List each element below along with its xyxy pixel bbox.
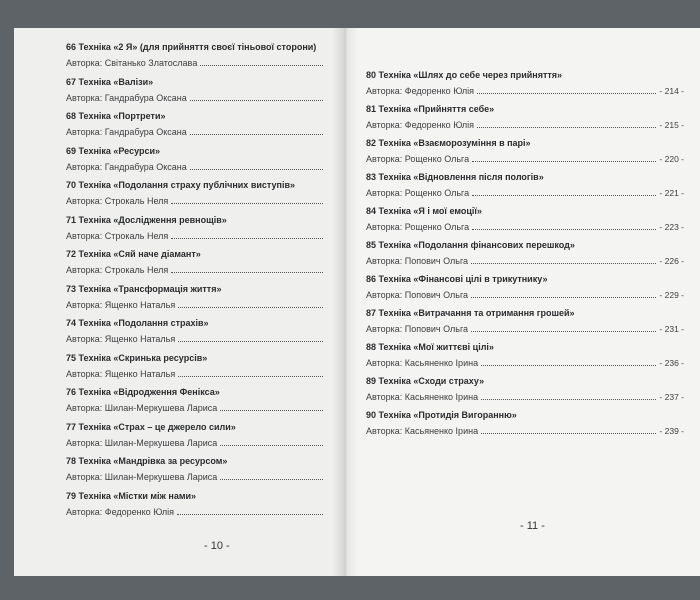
toc-entry xyxy=(66,456,326,483)
toc-entry-title: 67 Техніка «Валізи» xyxy=(66,76,154,87)
toc-entry-page: - 215 - xyxy=(659,120,684,130)
toc-entry xyxy=(66,215,326,242)
toc-entry-title: 85 Техніка «Подолання фінансових перешкод» xyxy=(366,240,575,250)
toc-entry-author: Авторка: Строкаль Неля xyxy=(66,230,169,241)
toc-entry-author: Авторка: Рощенко Ольга xyxy=(366,188,470,198)
dot-leader xyxy=(178,334,323,342)
dot-leader xyxy=(171,196,323,204)
toc-entry-page: - 231 - xyxy=(659,324,684,334)
toc-entry-author: Авторка: Гандрабура Оксана xyxy=(66,161,187,172)
dot-leader xyxy=(220,403,323,411)
dot-leader xyxy=(481,392,656,400)
toc-entry-author-row xyxy=(366,358,684,369)
toc-entry-title: 88 Техніка «Мої життєві цілі» xyxy=(366,342,494,352)
toc-entry-author-row xyxy=(66,438,326,449)
toc-entry-author-row xyxy=(366,120,684,131)
toc-entry-author: Авторка: Попович Ольга xyxy=(366,256,469,266)
toc-entry xyxy=(366,376,684,403)
toc-entry-author-row xyxy=(66,162,326,173)
toc-entry xyxy=(66,249,326,276)
toc-entry xyxy=(66,42,326,69)
left-page-number: - 10 - xyxy=(204,540,230,552)
dot-leader xyxy=(471,290,656,298)
toc-entry-title: 68 Техніка «Портрети» xyxy=(66,111,166,121)
toc-entry-title: 74 Техніка «Подолання страхів» xyxy=(66,318,209,328)
toc-entry xyxy=(66,284,326,311)
toc-entry-author: Авторка: Строкаль Неля xyxy=(66,265,169,275)
toc-entry-page: - 214 - xyxy=(659,86,684,96)
toc-entry-title: 90 Техніка «Протидія Вигоранню» xyxy=(366,410,517,420)
toc-entry-title: 70 Техніка «Подолання страху публічних виступів» xyxy=(66,180,295,190)
dot-leader xyxy=(220,438,323,446)
toc-entry xyxy=(366,138,684,165)
toc-entry-author-row xyxy=(366,86,684,97)
toc-entry-author-row xyxy=(66,472,326,483)
toc-entry xyxy=(66,491,326,518)
toc-entry xyxy=(366,104,684,131)
toc-entry-author: Авторка: Строкаль Неля xyxy=(66,196,169,206)
toc-entry-author: Авторка: Рощенко Ольга xyxy=(366,154,470,164)
dot-leader xyxy=(190,127,323,135)
right-page xyxy=(344,28,700,576)
toc-entry-title: 76 Техніка «Відродження Фенікса» xyxy=(66,387,220,397)
toc-entry-page: - 221 - xyxy=(659,188,684,198)
toc-entry-title: 87 Техніка «Витрачання та отримання грошей» xyxy=(366,308,575,318)
toc-entry-page: - 237 - xyxy=(659,392,684,402)
book-spread xyxy=(14,28,700,576)
book-gutter xyxy=(332,28,358,576)
toc-entry xyxy=(66,146,326,173)
toc-entry-author-row xyxy=(366,188,684,199)
dot-leader xyxy=(481,358,656,366)
toc-entry-author: Авторка: Гандрабура Оксана xyxy=(66,92,187,103)
toc-entry-title: 71 Техніка «Дослідження ревнощів» xyxy=(66,214,227,225)
toc-entry-author-row xyxy=(66,334,326,345)
dot-leader xyxy=(178,300,323,308)
toc-entry-author: Авторка: Федоренко Юлія xyxy=(366,120,475,130)
toc-entry-author-row xyxy=(66,58,326,69)
toc-entry xyxy=(366,172,684,199)
dot-leader xyxy=(472,154,656,162)
toc-entry xyxy=(366,240,684,267)
dot-leader xyxy=(481,426,656,434)
toc-entry-author-row xyxy=(66,369,326,380)
toc-entry xyxy=(66,111,326,138)
toc-entry-author: Авторка: Шилан-Меркушева Лариса xyxy=(66,437,218,448)
toc-entry xyxy=(366,410,684,437)
toc-entry-author: Авторка: Рощенко Ольга xyxy=(366,222,470,232)
toc-entry-author: Авторка: Ященко Наталья xyxy=(66,299,176,310)
toc-entry-page: - 226 - xyxy=(659,256,684,266)
toc-entry-title: 84 Техніка «Я і мої емоції» xyxy=(366,206,482,216)
toc-entry-author-row xyxy=(66,403,326,414)
toc-entry-author-row xyxy=(66,231,326,242)
dot-leader xyxy=(177,507,323,515)
toc-entry-author-row xyxy=(366,256,684,267)
toc-entry-title: 69 Техніка «Ресурси» xyxy=(66,145,161,156)
toc-entry-title: 79 Техніка «Містки між нами» xyxy=(66,490,197,501)
dot-leader xyxy=(471,324,656,332)
toc-entry xyxy=(66,77,326,104)
dot-leader xyxy=(477,120,656,128)
dot-leader xyxy=(190,93,323,101)
dot-leader xyxy=(200,58,323,66)
toc-entry-title: 86 Техніка «Фінансові цілі в трикутнику» xyxy=(366,274,548,284)
toc-entry-author-row xyxy=(66,196,326,207)
toc-entry xyxy=(66,353,326,380)
toc-entry-page: - 239 - xyxy=(659,426,684,436)
toc-entry-author-row xyxy=(366,222,684,233)
left-page xyxy=(14,28,344,576)
toc-entry-author: Авторка: Федоренко Юлія xyxy=(366,86,475,96)
toc-entry-author: Авторка: Ященко Наталья xyxy=(66,368,176,379)
toc-entry-author: Авторка: Шилан-Меркушева Лариса xyxy=(66,472,218,482)
toc-entry-author: Авторка: Гандрабура Оксана xyxy=(66,127,187,137)
toc-entry-author-row xyxy=(66,300,326,311)
right-page-number: - 11 - xyxy=(520,520,545,532)
toc-entry xyxy=(366,274,684,301)
dot-leader xyxy=(171,265,323,273)
toc-entry xyxy=(366,308,684,335)
toc-entry-title: 82 Техніка «Взаєморозуміння в парі» xyxy=(366,138,531,148)
toc-entry xyxy=(66,180,326,207)
toc-entry-author: Авторка: Касьяненко Ірина xyxy=(366,426,479,436)
toc-entry-author: Авторка: Касьяненко Ірина xyxy=(366,392,479,402)
toc-entry-author: Авторка: Ященко Наталья xyxy=(66,334,176,344)
toc-entry xyxy=(366,342,684,369)
toc-entry-author-row xyxy=(366,324,684,335)
dot-leader xyxy=(477,86,656,94)
toc-entry-author-row xyxy=(66,93,326,104)
toc-entry-title: 75 Техніка «Скринька ресурсів» xyxy=(66,352,208,363)
dot-leader xyxy=(472,222,656,230)
toc-entry-title: 78 Техніка «Мандрівка за ресурсом» xyxy=(66,456,228,466)
toc-entry-author: Авторка: Попович Ольга xyxy=(366,324,469,334)
toc-entry-author: Авторка: Касьяненко Ірина xyxy=(366,358,479,368)
toc-entry-title: 73 Техніка «Трансформація життя» xyxy=(66,283,222,294)
toc-entry-author: Авторка: Шилан-Меркушева Лариса xyxy=(66,403,218,413)
toc-entry-title: 72 Техніка «Сяй наче діамант» xyxy=(66,249,201,259)
toc-entry xyxy=(366,70,684,97)
dot-leader xyxy=(471,256,656,264)
toc-entry xyxy=(66,387,326,414)
toc-entry xyxy=(366,206,684,233)
toc-entry-title: 77 Техніка «Страх – це джерело сили» xyxy=(66,421,236,432)
toc-entry-author-row xyxy=(66,507,326,518)
dot-leader xyxy=(171,231,323,239)
toc-entry-title: 83 Техніка «Відновлення після пологів» xyxy=(366,172,544,182)
toc-entry-title: 81 Техніка «Прийняття себе» xyxy=(366,104,495,114)
toc-entry-title: 80 Техніка «Шлях до себе через прийняття» xyxy=(366,70,563,80)
toc-entry-title: 89 Техніка «Сходи страху» xyxy=(366,376,485,386)
toc-entry-page: - 229 - xyxy=(659,290,684,300)
toc-entry-author: Авторка: Федоренко Юлія xyxy=(66,506,175,517)
toc-entry-author-row xyxy=(66,265,326,276)
toc-entry-author: Авторка: Попович Ольга xyxy=(366,290,469,300)
toc-entry-author-row xyxy=(366,392,684,403)
toc-entry xyxy=(66,422,326,449)
toc-entry xyxy=(66,318,326,345)
toc-entry-author: Авторка: Світанько Златославa xyxy=(66,58,198,68)
dot-leader xyxy=(178,369,323,377)
dot-leader xyxy=(472,188,656,196)
toc-entry-title: 66 Техніка «2 Я» (для прийняття своєї тіньової сторони) xyxy=(66,42,317,52)
toc-entry-page: - 220 - xyxy=(659,154,684,164)
toc-entry-page: - 236 - xyxy=(659,358,684,368)
toc-entry-author-row xyxy=(366,154,684,165)
dot-leader xyxy=(190,162,323,170)
toc-entry-author-row xyxy=(66,127,326,138)
toc-entry-page: - 223 - xyxy=(659,222,684,232)
toc-entry-author-row xyxy=(366,426,684,437)
toc-entry-author-row xyxy=(366,290,684,301)
dot-leader xyxy=(220,472,323,480)
